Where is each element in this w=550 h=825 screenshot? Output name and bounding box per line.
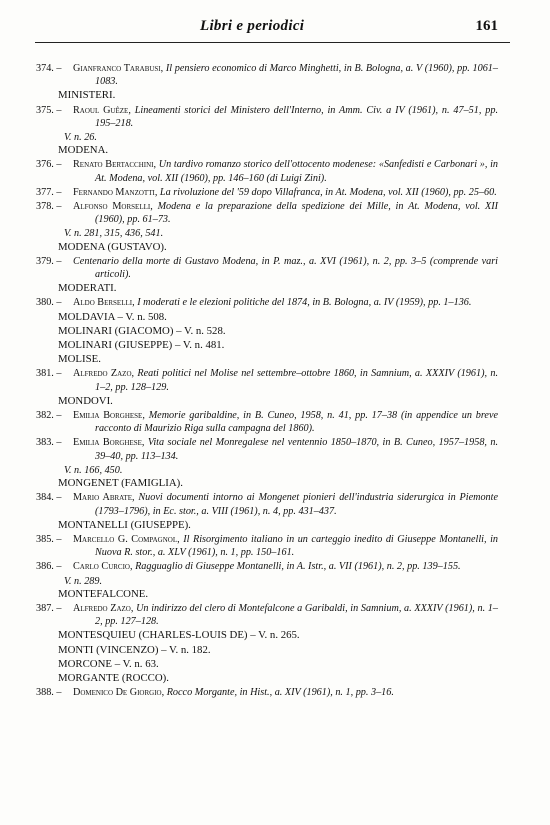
entry-author: Renato Bertacchini,: [73, 159, 159, 171]
bibliography-entry: [36, 686, 498, 699]
entry-number: 380. –: [36, 297, 62, 309]
entry-author: Domenico De Giorgio,: [73, 687, 167, 699]
bibliography-entry: [36, 186, 498, 199]
subject-heading: MONTANELLI (GIUSEPPE).: [58, 518, 191, 531]
subject-heading: MONTEFALCONE.: [58, 587, 149, 600]
entry-number: 381. –: [36, 368, 62, 380]
entry-number: 374. –: [36, 63, 62, 74]
entry-number: 388. –: [36, 687, 62, 699]
entry-citation: Rocco Morgante, in Hist., a. XIV (1961), n. 1, pp. 3–16.: [166, 687, 394, 699]
entry-number: 384. –: [36, 492, 62, 504]
bibliography-entry: [36, 296, 498, 309]
entry-author: Aldo Berselli,: [73, 297, 138, 309]
bibliography-list: [36, 62, 498, 700]
entry-citation: Un indirizzo del clero di Montefalcone a Garibaldi, in Samnium, a. XXXIV (1961), n. 1–2, pp. 127–128.: [95, 602, 498, 628]
entry-citation: Un tardivo romanzo storico dell'ottocento modenese: «Sanfedisti e Carbonari », in At. Modena, vol. XII (1960), pp. 146–160 (di Luigi Zini).: [95, 159, 498, 184]
entry-number: 379. –: [36, 255, 62, 267]
entry-author: Emilia Borghese,: [73, 437, 148, 449]
entry-author: Carlo Curcio,: [73, 561, 136, 573]
bibliography-entry: [36, 255, 498, 281]
entry-number: 377. –: [36, 186, 62, 198]
running-title: Libri e periodici: [200, 18, 305, 34]
subject-heading: MOLDAVIA – V. n. 508.: [58, 310, 167, 323]
entry-citation: I moderati e le elezioni politiche del 1874, in B. Bologna, a. IV (1959), pp. 1–136.: [137, 297, 472, 309]
entry-author: Fernando Manzotti,: [73, 186, 160, 198]
entry-citation: Il Risorgimento italiano in un carteggio inedito di Giuseppe Montanelli, in Nuova R. stor., a. XLV (1961), n. 1, pp. 150–161.: [95, 533, 499, 559]
header-rule: [35, 42, 510, 43]
entry-author: Marcello G. Compagnol,: [73, 533, 184, 545]
running-header: [0, 18, 550, 40]
entry-author: Gianfranco Tarabusi,: [73, 63, 166, 74]
entry-number: 386. –: [36, 561, 62, 573]
subject-heading: MORGANTE (ROCCO).: [58, 671, 169, 684]
entry-number: 382. –: [36, 410, 62, 422]
subject-heading: MODERATI.: [58, 282, 117, 295]
bibliography-entry: [36, 491, 498, 517]
entry-number: 387. –: [36, 602, 62, 614]
entry-citation: La rivoluzione del '59 dopo Villafranca, in At. Modena, vol. XII (1960), pp. 25–60.: [159, 186, 497, 198]
bibliography-entry: [36, 409, 498, 435]
subject-heading: MONTESQUIEU (CHARLES-LOUIS DE) – V. n. 265.: [58, 629, 300, 642]
cross-reference: V. n. 281, 315, 436, 541.: [64, 228, 164, 240]
entry-number: 376. –: [36, 159, 62, 171]
entry-author: Emilia Borghese,: [73, 410, 149, 422]
entry-citation: Reati politici nel Molise nel settembre–ottobre 1860, in Samnium, a. XXXIV (1961), n. 1–2, pp. 128–129.: [95, 368, 498, 393]
entry-author: Alfredo Zazo,: [73, 602, 137, 614]
subject-heading: MOLISE.: [58, 353, 101, 366]
entry-citation: Lineamenti storici del Ministero dell'Interno, in Amm. Civ. a IV (1961), n. 47–51, pp. 195–218.: [95, 104, 498, 129]
entry-citation: Modena e la preparazione della spedizione dei Mille, in At. Modena, vol. XII (1960), pp. 61–73.: [95, 201, 499, 226]
page-number: 161: [475, 18, 498, 34]
subject-heading: MONGENET (FAMIGLIA).: [58, 477, 183, 490]
cross-reference: V. n. 26.: [64, 132, 97, 144]
entry-author: Raoul Guêze,: [73, 104, 135, 116]
entry-citation: Ragguaglio di Giuseppe Montanelli, in A. Istr., a. VII (1961), n. 2, pp. 139–155.: [135, 561, 461, 573]
entry-number: 385. –: [36, 533, 62, 545]
entry-number: 375. –: [36, 104, 62, 116]
bibliography-entry: [36, 367, 498, 393]
entry-author: Alfredo Zazo,: [73, 368, 138, 380]
bibliography-entry: [36, 104, 498, 130]
subject-heading: MINISTERI.: [58, 89, 116, 102]
subject-heading: MONTI (VINCENZO) – V. n. 182.: [58, 643, 211, 656]
cross-reference: V. n. 289.: [64, 575, 103, 587]
subject-heading: MODENA (GUSTAVO).: [58, 240, 167, 253]
cross-reference: V. n. 166, 450.: [64, 464, 123, 476]
entry-citation: Il pensiero economico di Marco Minghetti, in B. Bologna, a. V (1960), pp. 1061–1083.: [95, 63, 498, 88]
entry-author: Alfonso Morselli,: [73, 201, 158, 213]
bibliography-entry: [36, 200, 498, 226]
bibliography-entry: [36, 533, 498, 559]
entry-citation: Centenario della morte di Gustavo Modena, in P. maz., a. XVI (1961), n. 2, pp. 3–5 (comprende vari articoli).: [73, 255, 498, 281]
subject-heading: MOLINARI (GIACOMO) – V. n. 528.: [58, 324, 226, 337]
entry-number: 378. –: [36, 201, 62, 213]
bibliography-entry: [36, 436, 498, 462]
entry-citation: Memorie garibaldine, in B. Cuneo, 1958, n. 41, pp. 17–38 (in appendice un breve racconto di Maurizio Riga sulla campagna del 1860).: [95, 410, 498, 435]
entry-number: 383. –: [36, 437, 62, 449]
bibliography-entry: [36, 62, 498, 88]
bibliography-entry: [36, 602, 498, 628]
subject-heading: MOLINARI (GIUSEPPE) – V. n. 481.: [58, 339, 225, 352]
entry-author: Mario Abrate,: [73, 492, 139, 504]
subject-heading: MONDOVI.: [58, 394, 113, 407]
bibliography-entry: [36, 158, 498, 184]
entry-citation: Vita sociale nel Monregalese nel ventennio 1850–1870, in B. Cuneo, 1957–1958, n. 39–40, pp. 113–134.: [95, 437, 499, 462]
bibliography-entry: [36, 560, 498, 573]
subject-heading: MORCONE – V. n. 63.: [58, 657, 159, 670]
subject-heading: MODENA.: [58, 144, 109, 157]
entry-citation: Nuovi documenti intorno ai Mongenet pionieri dell'industria siderurgica in Piemonte (1793–1796), in Ec. stor., a. VIII (1961), n. 4, pp. 431–437.: [95, 492, 498, 517]
